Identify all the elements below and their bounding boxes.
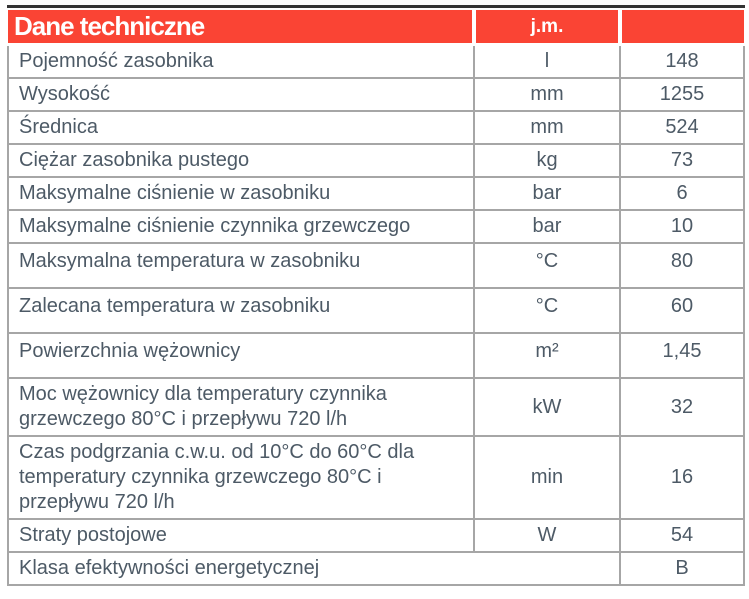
row-label: Średnica [8, 111, 474, 144]
table-header [8, 10, 744, 45]
table-row [8, 552, 744, 585]
row-value: 54 [620, 519, 744, 552]
technical-data-table [7, 10, 745, 586]
row-unit: °C [474, 243, 620, 288]
table-row [8, 519, 744, 552]
row-value: 80 [620, 243, 744, 288]
table-title: Dane techniczne [8, 10, 474, 45]
row-label: Maksymalna temperatura w zasobniku [8, 243, 474, 288]
table-row [8, 177, 744, 210]
table-row [8, 144, 744, 177]
table-row [8, 243, 744, 288]
row-value: 1255 [620, 78, 744, 111]
table-row [8, 210, 744, 243]
row-label: Maksymalne ciśnienie czynnika grzewczego [8, 210, 474, 243]
row-label: Moc wężownicy dla temperatury czynnika grzewczego 80°C i przepływu 720 l/h [8, 378, 474, 436]
top-rule [7, 5, 745, 8]
unit-column-header: j.m. [474, 10, 620, 45]
table-row [8, 378, 744, 436]
row-label: Ciężar zasobnika pustego [8, 144, 474, 177]
row-value: B [620, 552, 744, 585]
row-unit: bar [474, 210, 620, 243]
table-row [8, 288, 744, 333]
row-label: Maksymalne ciśnienie w zasobniku [8, 177, 474, 210]
row-unit: W [474, 519, 620, 552]
row-unit: °C [474, 288, 620, 333]
row-label: Klasa efektywności energetycznej [8, 552, 620, 585]
row-unit: mm [474, 111, 620, 144]
table-row [8, 78, 744, 111]
row-value: 16 [620, 436, 744, 519]
row-label: Powierzchnia wężownicy [8, 333, 474, 378]
row-value: 6 [620, 177, 744, 210]
table-row [8, 333, 744, 378]
header-row [8, 10, 744, 45]
value-column-header [620, 10, 744, 45]
row-value: 524 [620, 111, 744, 144]
row-label: Zalecana temperatura w zasobniku [8, 288, 474, 333]
row-value: 148 [620, 45, 744, 79]
table-row [8, 45, 744, 79]
table-row [8, 436, 744, 519]
row-label: Straty postojowe [8, 519, 474, 552]
row-unit: kg [474, 144, 620, 177]
row-unit: bar [474, 177, 620, 210]
row-value: 73 [620, 144, 744, 177]
row-value: 60 [620, 288, 744, 333]
table-row [8, 111, 744, 144]
row-value: 10 [620, 210, 744, 243]
row-unit: mm [474, 78, 620, 111]
row-label: Czas podgrzania c.w.u. od 10°C do 60°C dla temperatury czynnika grzewczego 80°C i przepływu 720 l/h [8, 436, 474, 519]
row-value: 1,45 [620, 333, 744, 378]
row-unit: m² [474, 333, 620, 378]
row-label: Wysokość [8, 78, 474, 111]
row-unit: kW [474, 378, 620, 436]
table-body [8, 45, 744, 586]
row-label: Pojemność zasobnika [8, 45, 474, 79]
row-value: 32 [620, 378, 744, 436]
row-unit: l [474, 45, 620, 79]
row-unit: min [474, 436, 620, 519]
